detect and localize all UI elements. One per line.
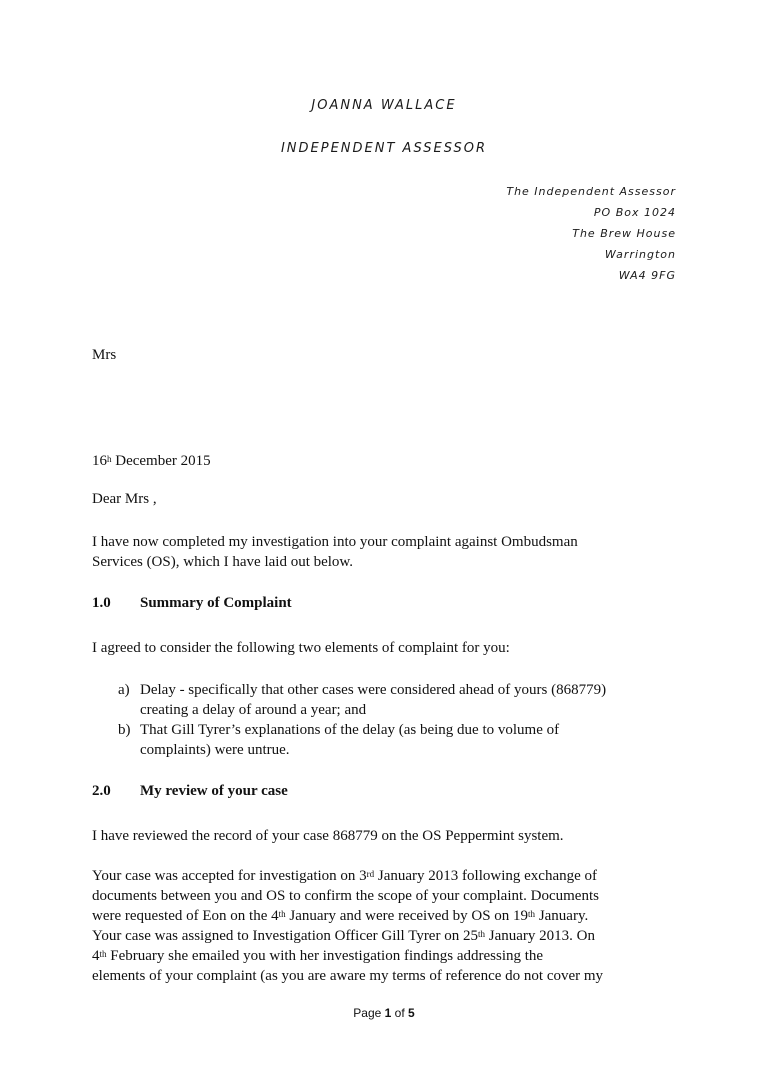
text-run: January.: [535, 908, 589, 924]
address-line: The Brew House: [572, 227, 676, 240]
text-run: January 2013. On: [484, 928, 595, 944]
page-of: of: [394, 1006, 405, 1020]
date-suffix: h: [107, 454, 112, 464]
paragraph-line: elements of your complaint (as you are aware my terms of reference do not cover my: [92, 968, 604, 984]
list-item: [118, 720, 606, 760]
address-line: WA4 9FG: [618, 269, 676, 282]
list-item-line: creating a delay of around a year; and: [140, 702, 367, 718]
paragraph-line: documents between you and OS to confirm the scope of your complaint. Documents: [92, 888, 599, 904]
text-run: Your case was accepted for investigation on 3: [92, 868, 367, 884]
list-item-line: complaints) were untrue.: [140, 742, 290, 758]
page-footer: [0, 1006, 768, 1020]
address-line: The Independent Assessor: [506, 185, 676, 198]
ordinal-suffix: th: [278, 909, 286, 919]
list-item: [118, 680, 606, 720]
address-line: PO Box 1024: [593, 206, 676, 219]
case-history-paragraph: [92, 866, 603, 986]
section-heading-review: [92, 783, 288, 800]
section-title: My review of your case: [140, 783, 288, 799]
page-label: Page: [353, 1006, 382, 1020]
date-day: 16: [92, 453, 107, 469]
intro-line: I have now completed my investigation into your complaint against Ombudsman: [92, 534, 578, 550]
section-number: 1.0: [92, 595, 111, 611]
date-rest: December 2015: [115, 453, 211, 469]
text-run: Your case was assigned to Investigation Officer Gill Tyrer on 25: [92, 928, 478, 944]
intro-paragraph: [92, 532, 578, 572]
paragraph-line: [92, 926, 603, 946]
agreed-paragraph: I agreed to consider the following two elements of complaint for you:: [92, 640, 510, 656]
ordinal-suffix: th: [99, 949, 107, 959]
complaint-list: [118, 680, 606, 760]
ordinal-suffix: rd: [366, 869, 375, 879]
author-name: JOANNA WALLACE: [311, 98, 457, 113]
sender-address: [506, 181, 676, 286]
text-run: February she emailed you with her investigation findings addressing the: [106, 948, 544, 964]
list-marker: b): [118, 722, 131, 738]
section-title: Summary of Complaint: [140, 595, 292, 611]
text-run: January 2013 following exchange of: [374, 868, 598, 884]
reviewed-paragraph: I have reviewed the record of your case 868779 on the OS Peppermint system.: [92, 828, 564, 844]
author-role: INDEPENDENT ASSESSOR: [280, 141, 488, 156]
paragraph-line: [92, 866, 603, 886]
text-run: 4: [92, 948, 100, 964]
salutation: Dear Mrs ,: [92, 491, 157, 507]
intro-line: Services (OS), which I have laid out below.: [92, 554, 354, 570]
list-marker: a): [118, 682, 130, 698]
address-line: Warrington: [604, 248, 676, 261]
text-run: were requested of Eon on the 4: [92, 908, 279, 924]
list-item-line: That Gill Tyrer’s explanations of the delay (as being due to volume of: [140, 722, 560, 738]
list-item-line: Delay - specifically that other cases were considered ahead of yours (868779): [140, 682, 607, 698]
ordinal-suffix: th: [528, 909, 536, 919]
letter-date: [92, 451, 211, 471]
paragraph-line: [92, 946, 603, 966]
page-total: 5: [408, 1006, 415, 1020]
section-heading-summary: [92, 595, 292, 612]
paragraph-line: [92, 906, 603, 926]
recipient-name: Mrs: [92, 347, 117, 363]
section-number: 2.0: [92, 783, 111, 799]
page-current: 1: [384, 1006, 392, 1020]
text-run: January and were received by OS on 19: [285, 908, 529, 924]
ordinal-suffix: th: [477, 929, 485, 939]
